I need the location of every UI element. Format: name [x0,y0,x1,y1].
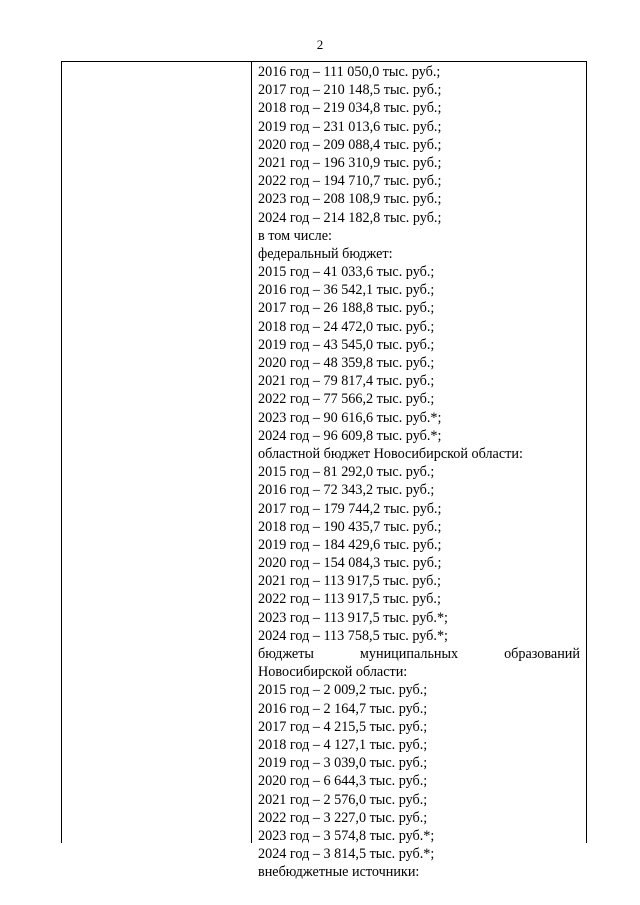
funding-line: 2019 год – 43 545,0 тыс. руб.; [258,336,435,353]
funding-line: в том числе: [258,227,332,244]
funding-line: 2017 год – 179 744,2 тыс. руб.; [258,500,442,517]
funding-line: 2020 год – 154 084,3 тыс. руб.; [258,555,442,572]
justified-line [258,645,580,663]
funding-line: 2020 год – 48 359,8 тыс. руб.; [258,355,435,371]
justified-word: образований [504,646,580,662]
funding-line: 2022 год – 194 710,7 тыс. руб.; [258,173,442,190]
funding-lines-after [258,663,580,881]
funding-line: 2024 год – 113 758,5 тыс. руб.*; [258,627,448,644]
funding-line: внебюджетные источники: [258,864,420,881]
funding-lines-before [258,63,580,645]
funding-line: 2015 год – 2 009,2 тыс. руб.; [258,682,428,699]
funding-line: 2023 год – 3 574,8 тыс. руб.*; [258,827,435,844]
funding-line: 2021 год – 2 576,0 тыс. руб.; [258,791,428,808]
justified-word: бюджеты [258,646,314,662]
column-divider [251,62,252,843]
funding-line: 2020 год – 6 644,3 тыс. руб.; [258,773,428,790]
funding-line: 2022 год – 113 917,5 тыс. руб.; [258,591,441,608]
funding-line: 2018 год – 24 472,0 тыс. руб.; [258,318,435,335]
funding-line: 2023 год – 90 616,6 тыс. руб.*; [258,409,442,426]
funding-line: 2017 год – 210 148,5 тыс. руб.; [258,82,442,99]
funding-line: 2016 год – 36 542,1 тыс. руб.; [258,282,435,299]
funding-line: 2019 год – 231 013,6 тыс. руб.; [258,118,442,135]
funding-line: 2024 год – 214 182,8 тыс. руб.; [258,209,442,226]
funding-line: 2024 год – 3 814,5 тыс. руб.*; [258,846,435,863]
funding-line: 2019 год – 184 429,6 тыс. руб.; [258,536,442,553]
funding-line: 2016 год – 111 050,0 тыс. руб.; [258,64,441,80]
table-right-cell [258,63,580,881]
funding-line: Новосибирской области: [258,664,408,681]
page-number: 2 [316,37,324,52]
funding-line: 2023 год – 113 917,5 тыс. руб.*; [258,609,448,626]
funding-line: 2018 год – 190 435,7 тыс. руб.; [258,518,442,535]
funding-line: 2018 год – 4 127,1 тыс. руб.; [258,736,428,753]
justified-word: муниципальных [359,646,459,662]
funding-line: 2015 год – 41 033,6 тыс. руб.; [258,264,435,281]
funding-line: 2022 год – 3 227,0 тыс. руб.; [258,809,428,826]
funding-line: 2022 год – 77 566,2 тыс. руб.; [258,391,435,408]
funding-line: 2019 год – 3 039,0 тыс. руб.; [258,755,428,772]
funding-line: 2015 год – 81 292,0 тыс. руб.; [258,464,435,481]
funding-line: 2021 год – 113 917,5 тыс. руб.; [258,573,441,590]
funding-line: 2020 год – 209 088,4 тыс. руб.; [258,136,442,153]
funding-line: 2018 год – 219 034,8 тыс. руб.; [258,100,442,117]
funding-line: 2021 год – 79 817,4 тыс. руб.; [258,373,435,390]
funding-line: 2021 год – 196 310,9 тыс. руб.; [258,154,442,171]
funding-line: 2017 год – 4 215,5 тыс. руб.; [258,718,428,735]
funding-line: 2017 год – 26 188,8 тыс. руб.; [258,300,435,317]
funding-line: федеральный бюджет: [258,245,393,262]
funding-line: 2016 год – 2 164,7 тыс. руб.; [258,700,428,717]
funding-line: 2016 год – 72 343,2 тыс. руб.; [258,482,435,499]
funding-table [61,61,587,881]
funding-line: 2024 год – 96 609,8 тыс. руб.*; [258,427,442,444]
funding-line: областной бюджет Новосибирской области: [258,445,523,462]
funding-line: 2023 год – 208 108,9 тыс. руб.; [258,191,442,208]
